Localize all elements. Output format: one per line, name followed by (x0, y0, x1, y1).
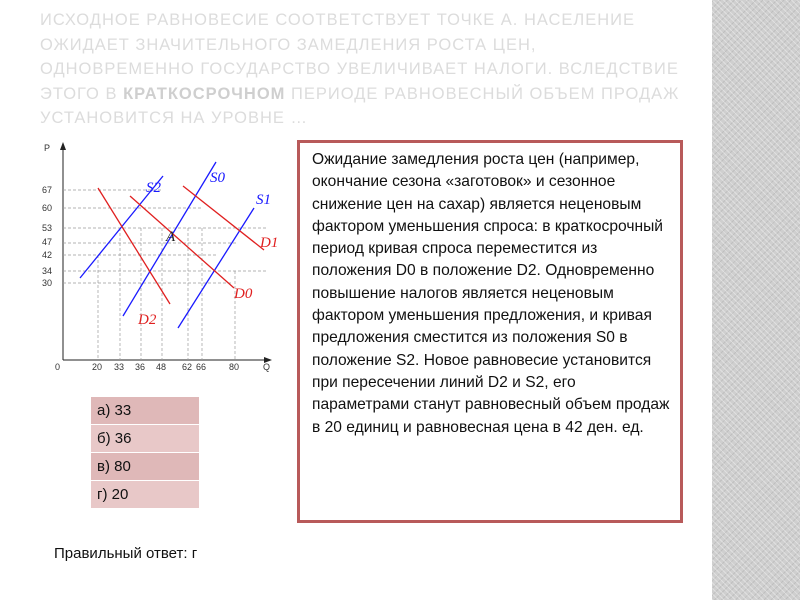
point-a-label: A (166, 229, 176, 245)
x-axis-label: Q (263, 362, 271, 372)
y-axis-label: P (44, 143, 51, 153)
y-tick: 67 (42, 185, 53, 195)
answer-option[interactable]: в) 80 (91, 453, 200, 481)
y-tick: 53 (42, 223, 53, 233)
slide-title: ИСХОДНОЕ РАВНОВЕСИЕ СООТВЕТСТВУЕТ ТОЧКЕ А. НАСЕЛЕНИЕ ОЖИДАЕТ ЗНАЧИТЕЛЬНОГО ЗАМЕДЛЕНИЯ РОСТА ЦЕН, ОДНОВРЕМЕННО ГОСУДАРСТВО УВЕЛИЧИВАЕТ НАЛОГИ. ВСЛЕДСТВИЕ ЭТОГО В КРАТКОСРОЧНОМ ПЕРИОДЕ РАВНОВЕСНЫЙ ОБЪЕМ ПРОДАЖ УСТАНОВИТСЯ НА УРОВНЕ … (40, 11, 680, 127)
y-tick: 30 (42, 278, 53, 288)
label-d1: D1 (260, 235, 278, 251)
label-d0: D0 (234, 286, 253, 302)
decorative-side-strip (712, 0, 800, 600)
answer-option[interactable]: г) 20 (91, 481, 200, 509)
supply-demand-graph (38, 138, 278, 378)
x-tick: 66 (196, 362, 207, 372)
x-tick: 48 (156, 362, 167, 372)
label-s0: S0 (210, 170, 225, 186)
demand-curve-d0 (130, 196, 234, 288)
answer-option[interactable]: а) 33 (91, 397, 200, 425)
correct-answer: Правильный ответ: г (54, 545, 198, 562)
x-tick: 33 (114, 362, 125, 372)
x-tick: 80 (229, 362, 240, 372)
y-tick: 47 (42, 237, 53, 247)
label-s1: S1 (256, 192, 271, 208)
y-tick: 60 (42, 203, 53, 213)
answer-options (90, 396, 200, 509)
x-tick: 20 (92, 362, 103, 372)
title-emphasis: КРАТКОСРОЧНОМ (123, 84, 286, 103)
answer-option[interactable]: б) 36 (91, 425, 200, 453)
explanation-box: Ожидание замедления роста цен (например, окончание сезона «заготовок» и сезонное снижение цен на сахар) является неценовым фактором уменьшения спроса: в краткосрочный период кривая спроса переместится из положения D0 в положение D2. Одновременно повышение налогов является неценовым фактором уменьшения предложения, и кривая предложения сместится из положения S0 в положение S2. Новое равновесие установится при пересечении линий D2 и S2, его параметрами станут равновесный объем продаж в 20 единиц и равновесная цена в 42 ден. ед. (297, 140, 683, 523)
x-tick: 36 (135, 362, 146, 372)
supply-curve-s1 (178, 208, 254, 328)
y-tick: 34 (42, 266, 53, 276)
label-d2: D2 (138, 312, 157, 328)
y-tick: 42 (42, 250, 53, 260)
label-s2: S2 (146, 180, 161, 196)
x-tick: 62 (182, 362, 193, 372)
demand-curve-d2 (98, 188, 170, 304)
origin-label: 0 (55, 362, 61, 372)
demand-curve-d1 (183, 186, 264, 250)
